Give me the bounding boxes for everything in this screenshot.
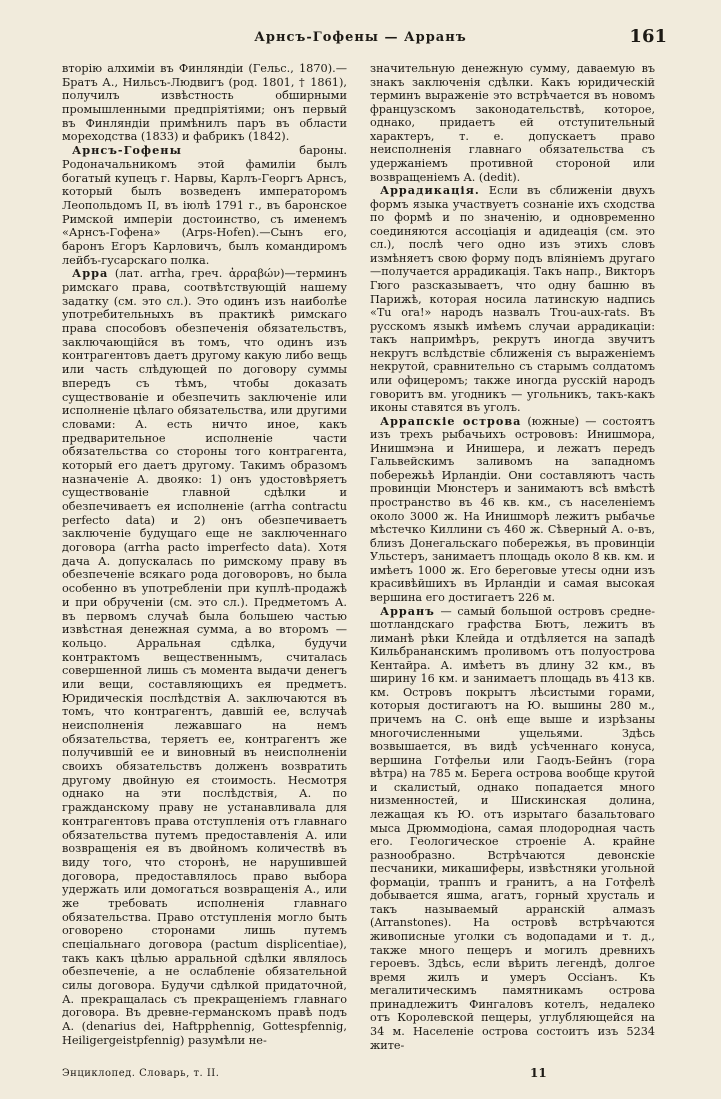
entry-arran xyxy=(370,605,655,1053)
entry-arra xyxy=(62,267,347,1047)
entry-headword: Аррапскіе острова xyxy=(380,413,522,428)
entry-arranskie-ostrova xyxy=(370,415,655,605)
page-footer xyxy=(62,1066,655,1082)
entry-text: — самый большой островъ средне-шотландскаго графства Бютъ, лежитъ въ лиманѣ рѣки Клейда и отдѣляется на западѣ Кильбрананскимъ проливомъ отъ полуострова Кентайра. А. имѣетъ въ длину 32 км., въ ширину 16 км. и занимаетъ площадь въ 413 кв. км. Островъ покрытъ лѣсистыми горами, которыя достигаютъ на Ю. вышины 280 м., причемъ на С. онѣ еще выше и изрѣзаны многочисленными ущельями. Здѣсь возвышается, въ видѣ усѣченнаго конуса, вершина Готфельи или Гаодъ-Бейнъ (гора вѣтра) на 785 м. Берега острова вообще крутой и скалистый, однако попадается много низменностей, и Шискинская долина, лежащая къ Ю. отъ изрытаго базальтоваго мыса Дрюммодіона, самая плодородная часть его. Геологическое строеніе А. крайне разнообразно. Встрѣчаются девонскіе песчаники, микашиферы, извѣстняки угольной формаціи, траппъ и гранитъ, а на Готфелѣ добывается яшма, агатъ, горный хрусталь и такъ называемый арранскій алмазъ (Arranstones). На островѣ встрѣчаются живописные уголки съ водопадами и т. д., также много пещеръ и могилъ древнихъ героевъ. Здѣсь, если вѣрить легендѣ, долгое время жилъ и умеръ Оссіанъ. Къ мегалитическимъ памятникамъ острова принадлежитъ Фингаловъ котелъ, недалеко отъ Королевской пещеры, углубляющейся на 34 м. Населеніе острова состоитъ изъ 5234 жите- xyxy=(370,604,655,1052)
paragraph-continuation: значительную денежную сумму, даваемую въ знакъ заключенія сдѣлки. Какъ юридическій терминъ выраженіе это встрѣчается въ новомъ французскомъ законодательствѣ, которое, однако, придаетъ ей отступительный характеръ, т. е. допускаетъ право неисполненія главнаго обязательства съ удержаніемъ противной стороной или возвращеніемъ А. (dedit). xyxy=(370,62,655,184)
entry-text: (южные) — состоятъ изъ трехъ рыбачьихъ острововъ: Инишмора, Инишмэна и Инишера, и лежатъ передъ Гальвейскимъ заливомъ на западномъ побережьѣ Ирландіи. Они составляютъ часть провинціи Мюнстеръ и занимаютъ всѣ вмѣстѣ пространство въ 46 кв. км., съ населеніемъ около 3000 ж. На Инишморѣ лежитъ рыбачье мѣстечко Киллини съ 460 ж. Сѣверный А. о-въ, близъ Донегальскаго побережья, въ провинціи Ульстеръ, занимаетъ площадь около 8 кв. км. и имѣетъ 1000 ж. Его береговые утесы одни изъ красивѣйшихъ въ Ирландіи и самая высокая вершина его достигаетъ 226 м. xyxy=(370,414,655,604)
entry-text: Если въ сближеніи двухъ формъ языка участвуетъ сознаніе ихъ сходства по формѣ и по значенію, и одновременно соединяются ассоціація и адидеація (см. это сл.), послѣ чего одно изъ этихъ словъ измѣняетъ свою форму подъ вліяніемъ другаго—получается аррадикація. Такъ напр., Викторъ Гюго разсказываетъ, что одну башню въ Парижѣ, которая носила латинскую надпись «Tu ora!» народъ назвалъ Trou-aux-rats. Въ русскомъ языкѣ имѣемъ случаи аррадикаціи: такъ напримѣръ, рекрутъ иногда звучитъ некрутъ вслѣдствіе сближенія съ выраженіемъ некрутой, сравнительно съ старымъ солдатомъ или офицеромъ; также иногда русскій народъ говоритъ вм. угодникъ — угольникъ, такъ-какъ иконы ставятся въ уголъ. xyxy=(370,184,655,415)
entry-headword: Арранъ xyxy=(380,603,435,618)
paragraph-continuation: вторію алхиміи въ Финляндіи (Гельс., 1870).— Братъ А., Нильсъ-Людвигъ (род. 1801, † 1861), получилъ извѣстность обширными промышленными предпріятіями; онъ первый въ Финляндіи примѣнилъ паръ въ области мореходства (1833) и фабрикъ (1842). xyxy=(62,62,347,144)
entry-headword: Арнсъ-Гофены xyxy=(72,143,182,158)
page-number: 161 xyxy=(629,26,667,47)
footer-sheet-number: 11 xyxy=(530,1066,547,1080)
entry-headword: Арра xyxy=(72,266,109,281)
entry-headword: Аррадикація. xyxy=(380,183,480,198)
right-column xyxy=(370,62,655,1052)
entry-text: (лат. arrha, греч. ἀρραβών)—терминъ римскаго права, соотвѣтствующій нашему задатку (см. это сл.). Это одинъ изъ наиболѣе употребительныхъ въ практикѣ римскаго права способовъ обезпеченія обязательствъ, заключающійся въ томъ, что одинъ изъ контрагентовъ даетъ другому какую либо вещь или часть слѣдующей по договору суммы впередъ съ тѣмъ, чтобы доказать существованіе и обезпечить заключеніе или исполненіе цѣлаго обязательства, или другими словами: А. есть ничто иное, какъ предварительное исполненіе части обязательства со стороны того контрагента, который его даетъ другому. Такимъ образомъ назначеніе А. двояко: 1) онъ удостовѣряетъ существованіе главной сдѣлки и обезпечиваетъ ея исполненіе (arrha contractu perfecto data) и 2) онъ обезпечиваетъ заключеніе будущаго еще не заключеннаго договора (arrha pacto imperfecto data). Хотя дача А. допускалась по римскому праву въ обезпеченіе всякаго рода договоровъ, но была особенно въ употребленіи при куплѣ-продажѣ и при обрученіи (см. это сл.). Предметомъ А. въ первомъ случаѣ была большею частью извѣстная денежная сумма, а во второмъ — кольцо. Арральная сдѣлка, будучи контрактомъ вещественнымъ, считалась совершенной лишь съ момента выдачи денегъ или вещи, составляющихъ ея предметъ. Юридическія послѣдствія А. заключаются въ томъ, что контрагентъ, давшій ее, вслучаѣ неисполненія лежавшаго на немъ обязательства, теряетъ ее, контрагентъ же получившій ее и виновный въ неисполненіи своихъ обязательствъ долженъ возвратить другому двойную ея стоимость. Несмотря однако на эти послѣдствія, А. по гражданскому праву не устанавливала для контрагентовъ права отступленія отъ главнаго обязательства путемъ предоставленія А. или возвращенія ея въ двойномъ количествѣ въ виду того, что сторонѣ, не нарушившей договора, предоставлялось право выбора удержать или домогаться возвращенія А., или же требовать исполненія главнаго обязательства. Право отступленія могло быть оговорено сторонами лишь путемъ спеціальнаго договора (pactum displicentiae), такъ какъ цѣлью арральной сдѣлки являлось обезпеченіе, а не ослабленіе обязательной силы договора. Будучи сдѣлкой придаточной, А. прекращалась съ прекращеніемъ главнаго договора. Въ древне-германскомъ правѣ подъ А. (denarius dei, Haftpphennig, Gottespfennig, Heiligergeistpfennig) разумѣли не- xyxy=(62,267,347,1047)
entry-arradikatsiya xyxy=(370,184,655,415)
entry-text: бароны. Родоначальникомъ этой фамиліи былъ богатый купецъ г. Нарвы, Карлъ-Георгъ Арнсъ, который былъ возведенъ императоромъ Леопольдомъ II, въ іюлѣ 1791 г., въ баронское Римской имперіи достоинство, съ именемъ «Арнсъ-Гофена» (Arps-Hofen).—Сынъ его, баронъ Егоръ Карловичъ, былъ командиромъ лейбъ-гусарскаго полка. xyxy=(62,144,347,267)
entry-arns-gofeny xyxy=(62,144,347,267)
page-header xyxy=(0,26,721,50)
left-column xyxy=(62,62,347,1048)
running-title: Арнсъ-Гофены — Арранъ xyxy=(254,30,467,45)
footer-signature: Энциклопед. Словарь, т. II. xyxy=(62,1068,220,1079)
